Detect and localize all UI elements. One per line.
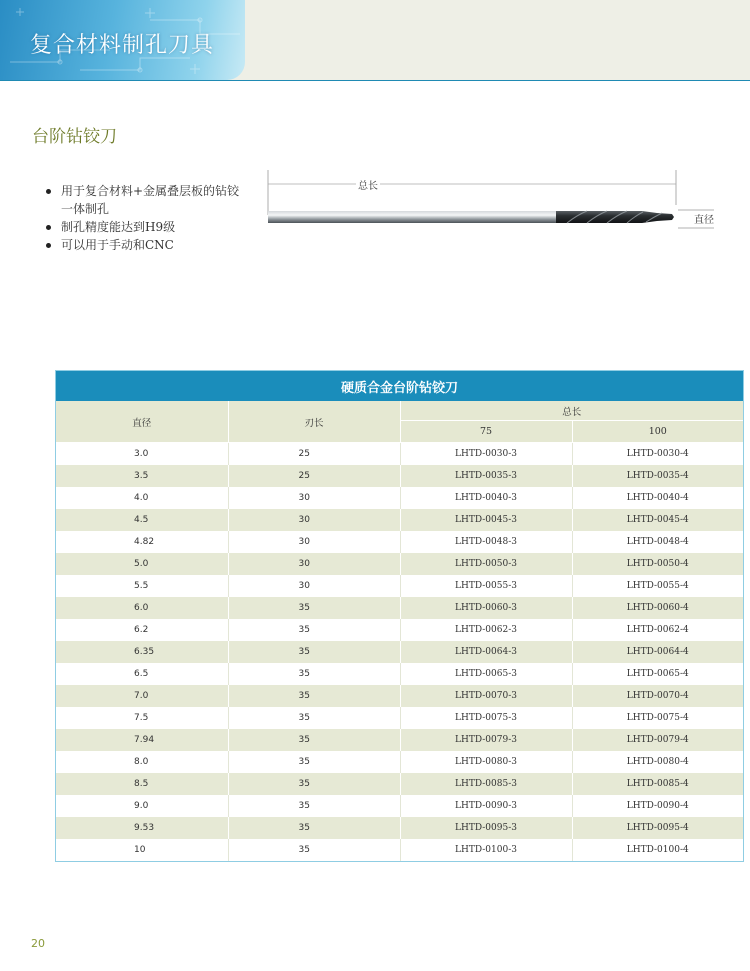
diameter-cell: 3.0 — [56, 443, 228, 466]
flute-length-cell: 35 — [228, 729, 400, 751]
flute-length-cell: 30 — [228, 553, 400, 575]
part-number-75-cell: LHTD-0095-3 — [400, 817, 572, 839]
flute-length-cell: 35 — [228, 685, 400, 707]
part-number-75-cell: LHTD-0064-3 — [400, 641, 572, 663]
flute-length-cell: 30 — [228, 509, 400, 531]
page-header — [0, 0, 750, 81]
part-number-100-cell: LHTD-0035-4 — [572, 465, 743, 487]
bullet-icon — [46, 225, 51, 230]
reamer-illustration — [262, 165, 722, 240]
header-length-100: 100 — [572, 421, 743, 443]
table-row — [56, 465, 743, 487]
header-banner — [0, 0, 245, 80]
header-flute-length: 刃长 — [228, 401, 400, 443]
diameter-cell: 6.35 — [56, 641, 228, 663]
flute-length-cell: 30 — [228, 531, 400, 553]
diameter-cell: 7.94 — [56, 729, 228, 751]
feature-item — [44, 218, 244, 236]
table-row — [56, 531, 743, 553]
part-number-100-cell: LHTD-0070-4 — [572, 685, 743, 707]
part-number-75-cell: LHTD-0062-3 — [400, 619, 572, 641]
tool-drawing — [262, 165, 722, 240]
feature-text: 可以用于手动和CNC — [61, 238, 174, 252]
diameter-cell: 8.5 — [56, 773, 228, 795]
overall-length-label: 总长 — [356, 177, 380, 192]
part-number-100-cell: LHTD-0045-4 — [572, 509, 743, 531]
flute-length-cell: 35 — [228, 773, 400, 795]
diameter-cell: 9.0 — [56, 795, 228, 817]
part-number-75-cell: LHTD-0090-3 — [400, 795, 572, 817]
table-row — [56, 597, 743, 619]
flute-length-cell: 25 — [228, 443, 400, 466]
table-row — [56, 443, 743, 466]
part-number-75-cell: LHTD-0085-3 — [400, 773, 572, 795]
table-row — [56, 795, 743, 817]
feature-item — [44, 236, 244, 254]
section-title: 台阶钻铰刀 — [32, 127, 117, 147]
bullet-icon — [46, 243, 51, 248]
table-row — [56, 685, 743, 707]
part-number-100-cell: LHTD-0079-4 — [572, 729, 743, 751]
feature-text: 制孔精度能达到H9级 — [61, 220, 176, 234]
feature-list — [44, 182, 244, 254]
part-number-75-cell: LHTD-0100-3 — [400, 839, 572, 861]
diameter-cell: 5.0 — [56, 553, 228, 575]
diameter-cell: 8.0 — [56, 751, 228, 773]
part-number-100-cell: LHTD-0085-4 — [572, 773, 743, 795]
diameter-label: 直径 — [692, 211, 716, 226]
part-number-75-cell: LHTD-0045-3 — [400, 509, 572, 531]
diameter-cell: 6.2 — [56, 619, 228, 641]
table-row — [56, 707, 743, 729]
table-title: 硬质合金台阶钻铰刀 — [56, 371, 743, 401]
flute-length-cell: 35 — [228, 839, 400, 861]
part-number-75-cell: LHTD-0050-3 — [400, 553, 572, 575]
feature-text: 用于复合材料+金属叠层板的钻铰一体制孔 — [61, 184, 240, 216]
part-number-75-cell: LHTD-0079-3 — [400, 729, 572, 751]
table-row — [56, 575, 743, 597]
flute-length-cell: 35 — [228, 817, 400, 839]
part-number-75-cell: LHTD-0080-3 — [400, 751, 572, 773]
table-row — [56, 817, 743, 839]
diameter-cell: 5.5 — [56, 575, 228, 597]
product-table — [55, 370, 744, 862]
part-number-100-cell: LHTD-0065-4 — [572, 663, 743, 685]
flute-length-cell: 30 — [228, 487, 400, 509]
bullet-icon — [46, 189, 51, 194]
flute-length-cell: 35 — [228, 641, 400, 663]
part-number-100-cell: LHTD-0050-4 — [572, 553, 743, 575]
diameter-cell: 4.82 — [56, 531, 228, 553]
flute-length-cell: 35 — [228, 751, 400, 773]
table-body — [56, 443, 743, 862]
flute-length-cell: 35 — [228, 663, 400, 685]
flute-length-cell: 35 — [228, 597, 400, 619]
part-number-75-cell: LHTD-0035-3 — [400, 465, 572, 487]
diameter-cell: 4.0 — [56, 487, 228, 509]
flute-length-cell: 30 — [228, 575, 400, 597]
part-number-100-cell: LHTD-0055-4 — [572, 575, 743, 597]
table-row — [56, 663, 743, 685]
flute-length-cell: 35 — [228, 795, 400, 817]
diameter-cell: 4.5 — [56, 509, 228, 531]
diameter-cell: 3.5 — [56, 465, 228, 487]
table-row — [56, 509, 743, 531]
part-number-100-cell: LHTD-0100-4 — [572, 839, 743, 861]
part-number-100-cell: LHTD-0060-4 — [572, 597, 743, 619]
part-number-75-cell: LHTD-0055-3 — [400, 575, 572, 597]
part-number-100-cell: LHTD-0030-4 — [572, 443, 743, 466]
feature-item — [44, 182, 244, 218]
flute-length-cell: 35 — [228, 707, 400, 729]
part-number-75-cell: LHTD-0070-3 — [400, 685, 572, 707]
header-diameter: 直径 — [56, 401, 228, 443]
page-number: 20 — [31, 937, 45, 950]
part-number-75-cell: LHTD-0048-3 — [400, 531, 572, 553]
part-number-100-cell: LHTD-0062-4 — [572, 619, 743, 641]
header-overall-length: 总长 — [400, 401, 743, 421]
table-row — [56, 553, 743, 575]
table-row — [56, 839, 743, 861]
diameter-cell: 6.5 — [56, 663, 228, 685]
part-number-100-cell: LHTD-0090-4 — [572, 795, 743, 817]
diameter-cell: 10 — [56, 839, 228, 861]
diameter-cell: 7.0 — [56, 685, 228, 707]
part-number-100-cell: LHTD-0064-4 — [572, 641, 743, 663]
diameter-cell: 7.5 — [56, 707, 228, 729]
table-row — [56, 619, 743, 641]
table-row — [56, 751, 743, 773]
part-number-100-cell: LHTD-0040-4 — [572, 487, 743, 509]
flute-length-cell: 25 — [228, 465, 400, 487]
part-number-100-cell: LHTD-0048-4 — [572, 531, 743, 553]
header-length-75: 75 — [400, 421, 572, 443]
part-number-75-cell: LHTD-0030-3 — [400, 443, 572, 466]
diameter-cell: 6.0 — [56, 597, 228, 619]
flute-length-cell: 35 — [228, 619, 400, 641]
part-number-75-cell: LHTD-0060-3 — [400, 597, 572, 619]
part-number-75-cell: LHTD-0065-3 — [400, 663, 572, 685]
diameter-cell: 9.53 — [56, 817, 228, 839]
table-row — [56, 729, 743, 751]
table-row — [56, 641, 743, 663]
part-number-100-cell: LHTD-0095-4 — [572, 817, 743, 839]
part-number-75-cell: LHTD-0040-3 — [400, 487, 572, 509]
part-number-100-cell: LHTD-0075-4 — [572, 707, 743, 729]
table-row — [56, 487, 743, 509]
part-number-75-cell: LHTD-0075-3 — [400, 707, 572, 729]
table-row — [56, 773, 743, 795]
header-title: 复合材料制孔刀具 — [30, 33, 215, 58]
part-number-100-cell: LHTD-0080-4 — [572, 751, 743, 773]
